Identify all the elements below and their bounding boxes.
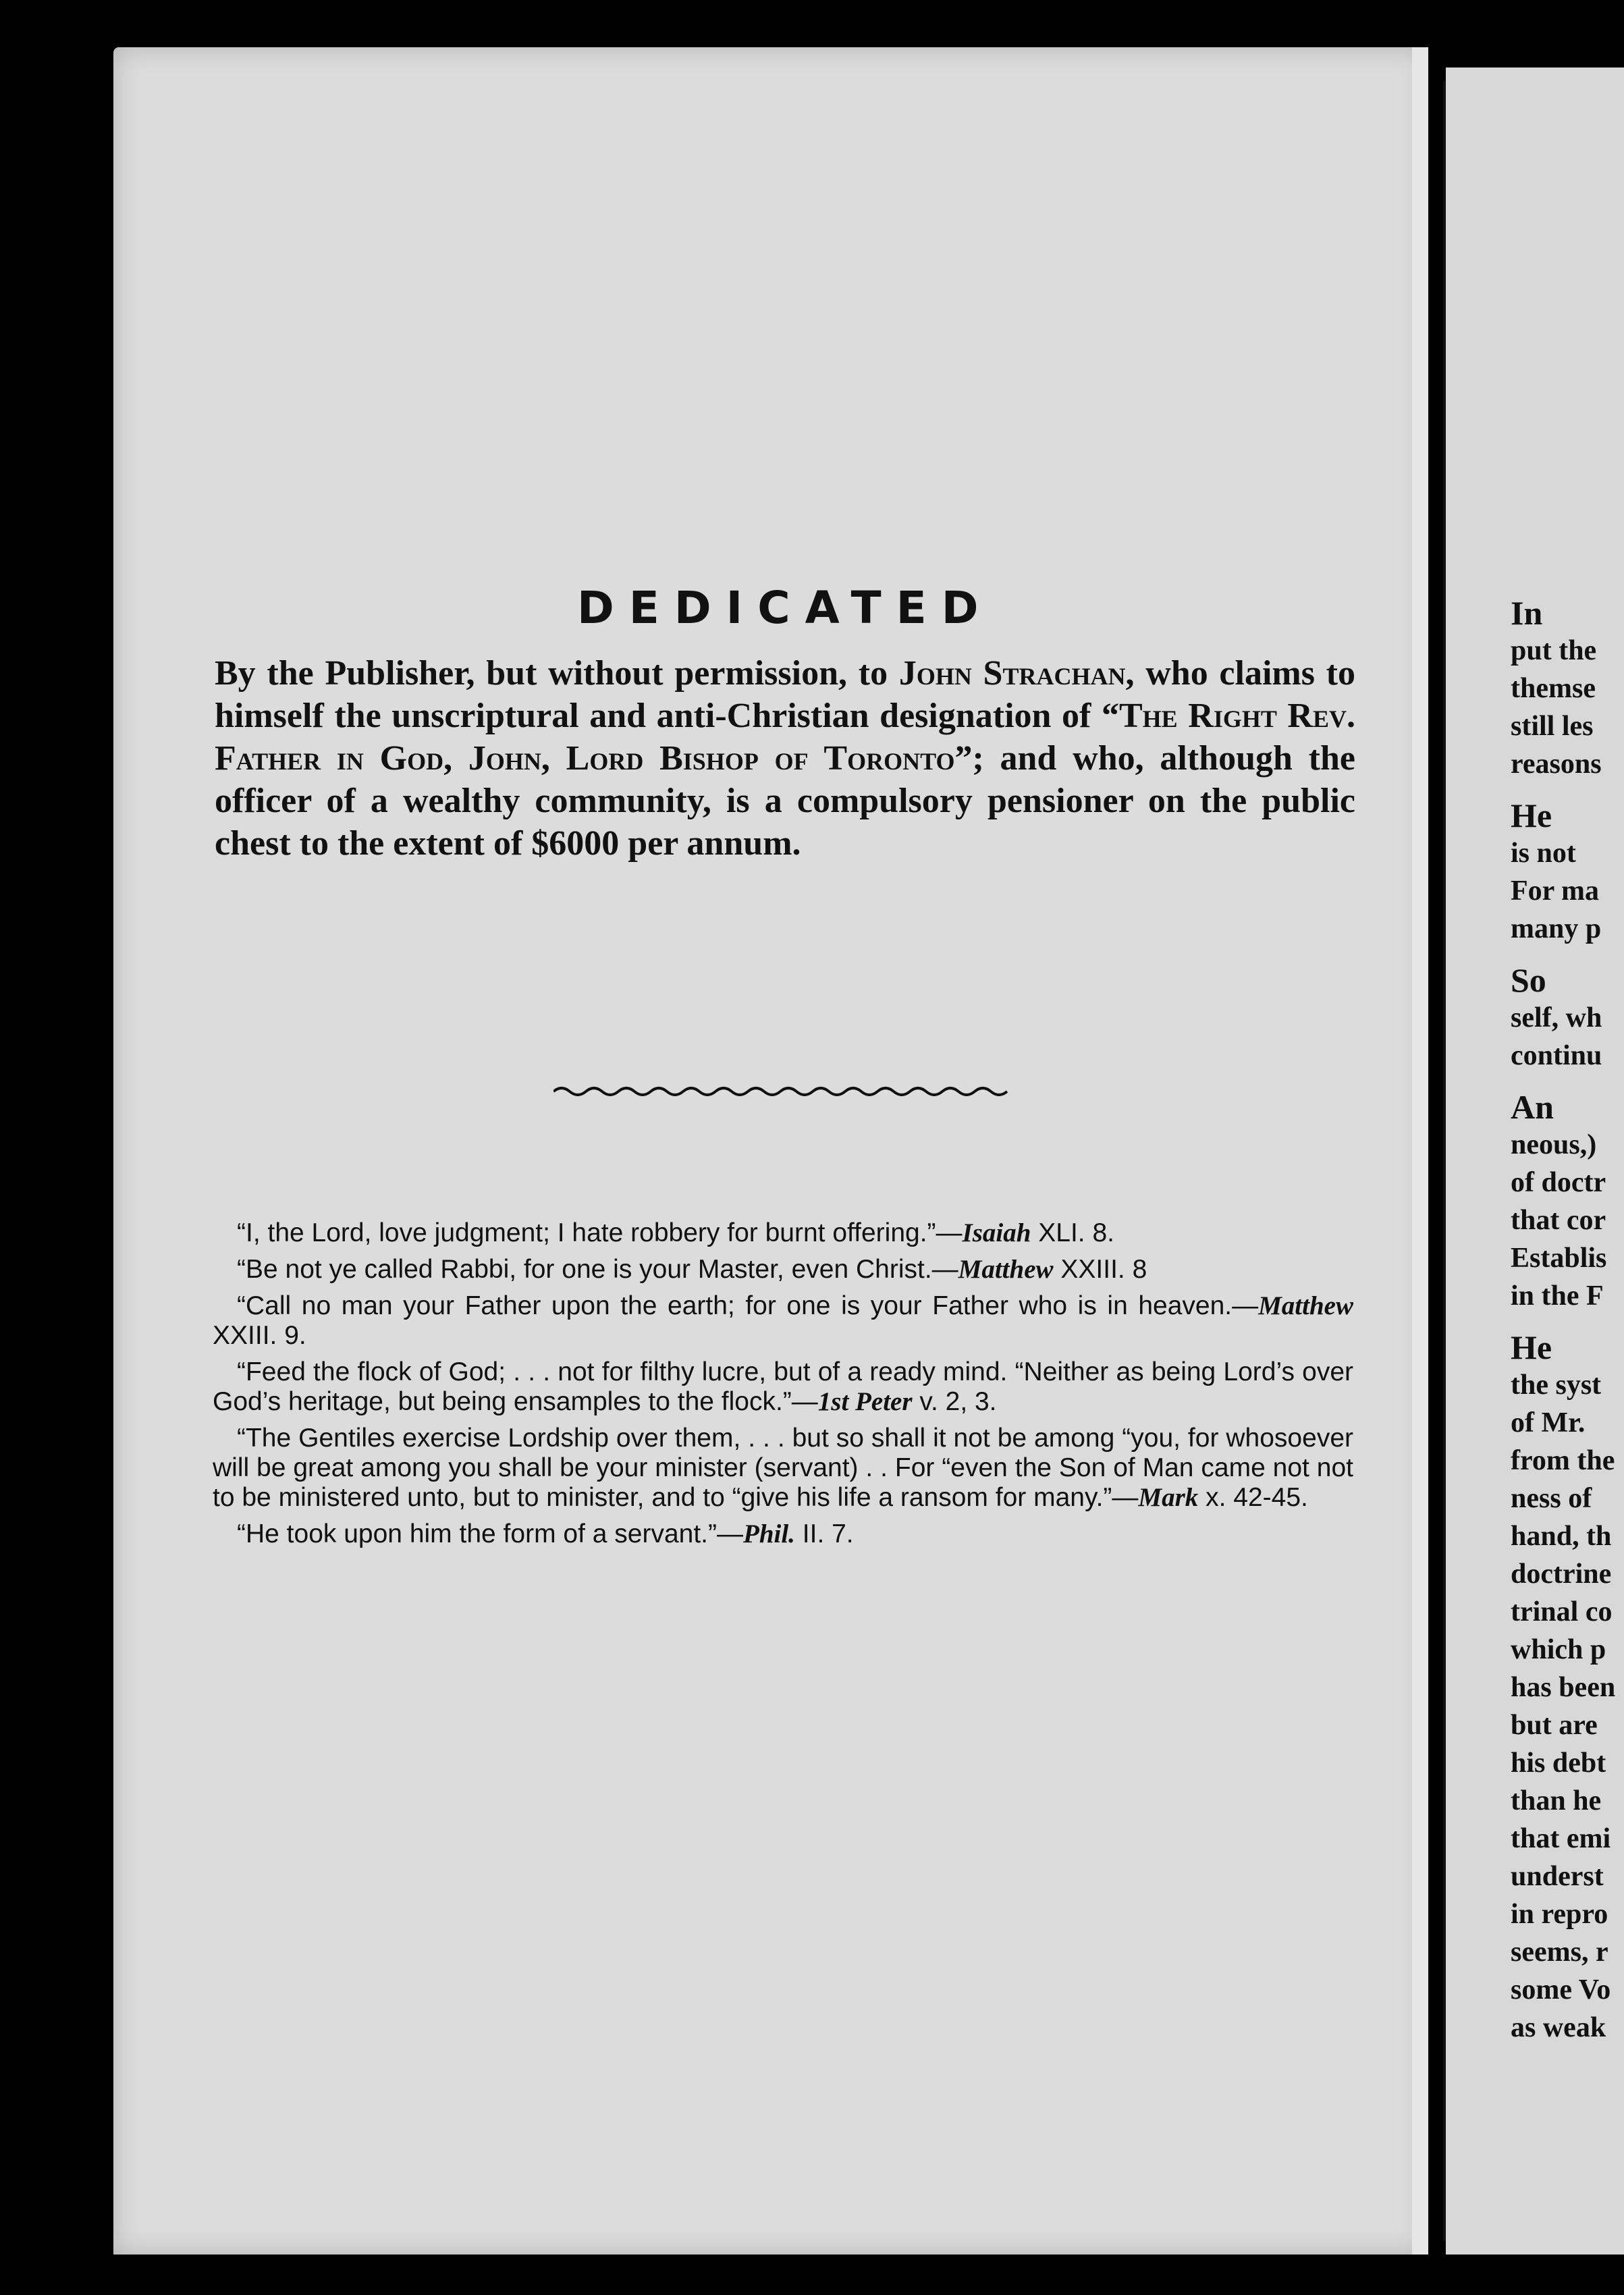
adjacent-page-line: ness of	[1511, 1483, 1592, 1514]
book-page-left	[113, 47, 1426, 2254]
adjacent-page-line: than he	[1511, 1785, 1602, 1816]
adjacent-page-line: For ma	[1511, 875, 1600, 907]
adjacent-page-line	[1511, 1075, 1624, 1088]
adjacent-page-line: neous,)	[1511, 1129, 1597, 1160]
dedication-title: The Right Rev. Father in God, John, Lord Bishop of Toronto	[215, 697, 1355, 778]
adjacent-page-line: An	[1511, 1088, 1554, 1126]
adjacent-page-line	[1511, 948, 1624, 961]
page-title: DEDICATED	[577, 582, 994, 634]
adjacent-page-line: He	[1511, 1328, 1552, 1366]
adjacent-page-line: put the	[1511, 635, 1597, 666]
adjacent-page-line: hand, th	[1511, 1521, 1612, 1552]
adjacent-page-line: has been	[1511, 1672, 1616, 1703]
adjacent-page-line: that cor	[1511, 1205, 1606, 1236]
quote: “He took upon him the form of a servant.”—Phil. II. 7.	[237, 1519, 854, 1548]
dedication-name: John Strachan	[898, 654, 1126, 693]
quote: “I, the Lord, love judgment; I hate robbery for burnt offering.”—Isaiah XLI. 8.	[237, 1218, 1114, 1247]
adjacent-page-line: that emi	[1511, 1823, 1611, 1854]
adjacent-page-line: as weak	[1511, 2012, 1606, 2043]
adjacent-page-line: is not	[1511, 838, 1576, 869]
adjacent-page-line: in repro	[1511, 1899, 1608, 1930]
adjacent-page-line: which p	[1511, 1634, 1606, 1665]
adjacent-page-line: of doctr	[1511, 1167, 1606, 1198]
adjacent-page-line: in the F	[1511, 1280, 1604, 1312]
adjacent-page-line: doctrine	[1511, 1559, 1612, 1590]
ornamental-divider	[553, 1083, 1026, 1100]
adjacent-page-line: but are	[1511, 1710, 1598, 1741]
adjacent-page-line: themse	[1511, 673, 1596, 704]
adjacent-page-line: continu	[1511, 1040, 1602, 1071]
adjacent-page-line: the syst	[1511, 1370, 1602, 1401]
adjacent-page-line: underst	[1511, 1861, 1604, 1892]
adjacent-page-line: some Vo	[1511, 1974, 1611, 2005]
adjacent-page-line: trinal co	[1511, 1596, 1613, 1627]
adjacent-page-line: of Mr.	[1511, 1407, 1586, 1438]
adjacent-page-line: seems, r	[1511, 1937, 1608, 1968]
scripture-quotes	[213, 1218, 1353, 1556]
quote: “Feed the flock of God; . . . not for filthy lucre, but of a ready mind. “Neither as being Lord’s over God’s heritage, but being ensamples to the flock.”—1st Peter v. 2, 3.	[213, 1357, 1353, 1416]
quote: “Be not ye called Rabbi, for one is your Master, even Christ.—Matthew XXIII. 8	[237, 1255, 1147, 1284]
quote: “Call no man your Father upon the earth; for one is your Father who is in heaven.—Matthew XXIII. 9.	[213, 1291, 1353, 1350]
adjacent-page-line: many p	[1511, 913, 1602, 944]
adjacent-page-line	[1511, 1315, 1624, 1328]
adjacent-page-line: his debt	[1511, 1748, 1606, 1779]
adjacent-page-line: In	[1511, 594, 1543, 632]
adjacent-page-line: from the	[1511, 1445, 1615, 1476]
adjacent-page-line: still les	[1511, 711, 1594, 742]
dedication-paragraph: By the Publisher, but without permission, to John Strachan, who claims to himself the unscriptural and anti-Christian designation of “The Right Rev. Father in God, John, Lord Bishop of Toronto”; and who, although the officer of a wealthy community, is a compulsory pensioner on the public chest to the extent of $6000 per annum.	[215, 654, 1356, 863]
adjacent-page-line: Establis	[1511, 1243, 1607, 1274]
quote: “The Gentiles exercise Lordship over them, . . . but so shall it not be among “you, for whosoever will be great among you shall be your minister (servant) . . For “even the Son of Man came not not to be ministered unto, but to minister, and to “give his life a ransom for many.”—Mark x. 42-45.	[213, 1424, 1353, 1512]
page-gutter	[1412, 47, 1428, 2254]
adjacent-page-line	[1511, 783, 1624, 796]
adjacent-page-line: reasons	[1511, 749, 1602, 780]
adjacent-page-text	[1511, 594, 1624, 2047]
adjacent-page-line: So	[1511, 961, 1546, 999]
adjacent-page-line: self, wh	[1511, 1002, 1602, 1033]
adjacent-page-line: He	[1511, 796, 1552, 834]
